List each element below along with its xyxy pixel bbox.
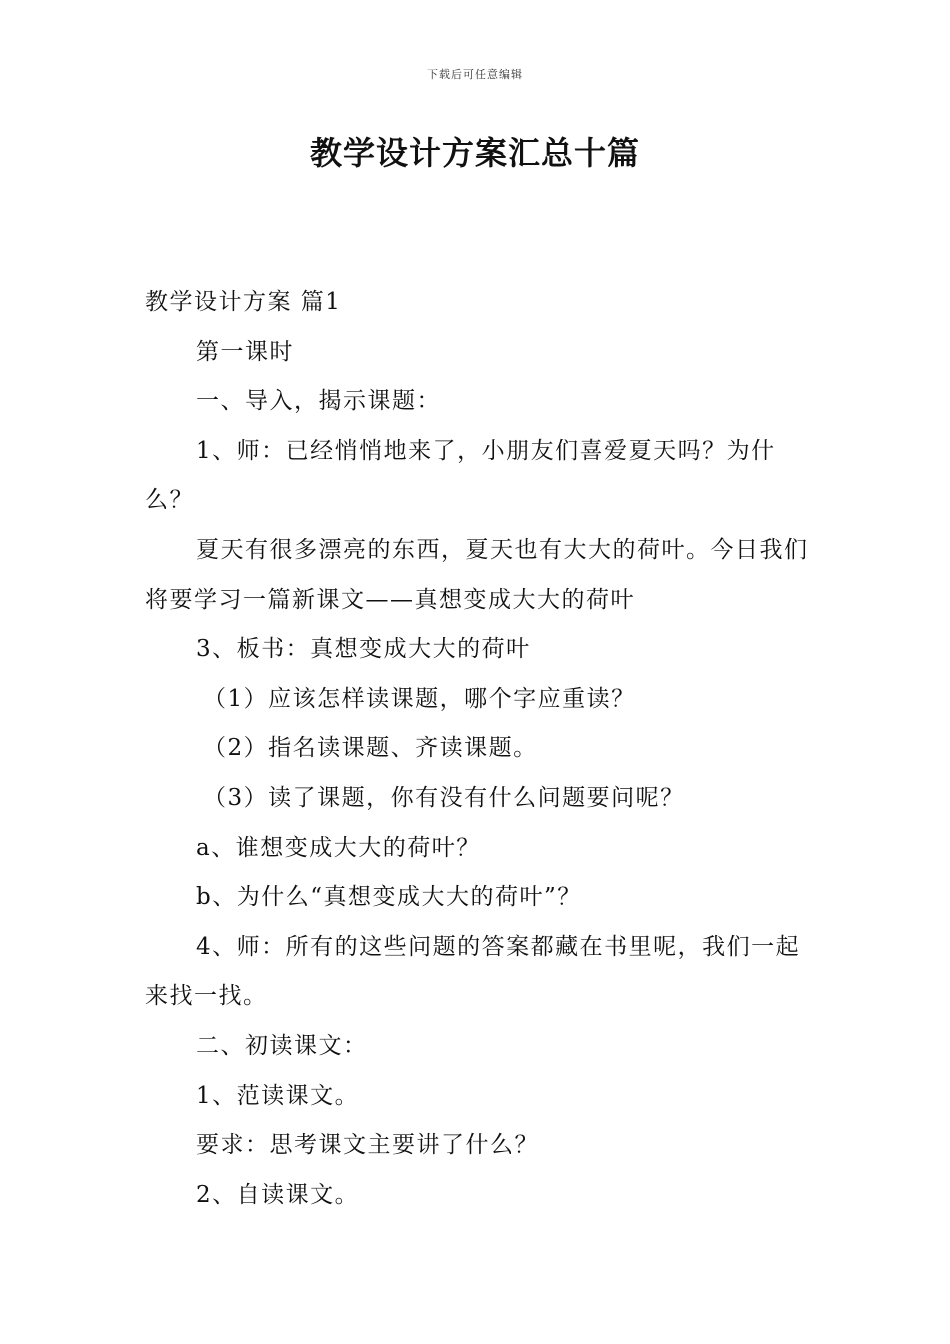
document-body: [145, 278, 810, 1220]
paragraph: b、为什么“真想变成大大的荷叶”？: [196, 884, 582, 911]
paragraph: 2、自读课文。: [196, 1181, 360, 1208]
paragraph: 夏天有很多漂亮的东西，夏天也有大大的荷叶。今日我们将要学习一篇新课文——真想变成大大的荷叶: [145, 536, 809, 613]
paragraph: 4、师：所有的这些问题的答案都藏在书里呢，我们一起来找一找。: [145, 933, 801, 1010]
paragraph: 3、板书：真想变成大大的荷叶: [196, 636, 531, 663]
paragraph: 1、师：已经悄悄地来了，小朋友们喜爱夏天吗？为什么？: [145, 437, 776, 514]
header-note: 下载后可任意编辑: [427, 68, 523, 81]
paragraph: 要求：思考课文主要讲了什么？: [196, 1132, 539, 1159]
paragraph: a、谁想变成大大的荷叶？: [196, 834, 481, 861]
paragraph: 1、范读课文。: [196, 1082, 360, 1109]
document-title: 教学设计方案汇总十篇: [309, 134, 640, 172]
paragraph: 第一课时: [196, 338, 294, 365]
paragraph: 一、导入，揭示课题：: [196, 388, 441, 415]
paragraph: （1）应该怎样读课题，哪个字应重读？: [203, 685, 636, 712]
paragraph: （3）读了课题，你有没有什么问题要问呢？: [203, 784, 685, 811]
section-heading: 教学设计方案 篇1: [145, 289, 342, 315]
paragraph: （2）指名读课题、齐读课题。: [203, 735, 538, 762]
paragraph: 二、初读课文：: [196, 1032, 368, 1059]
